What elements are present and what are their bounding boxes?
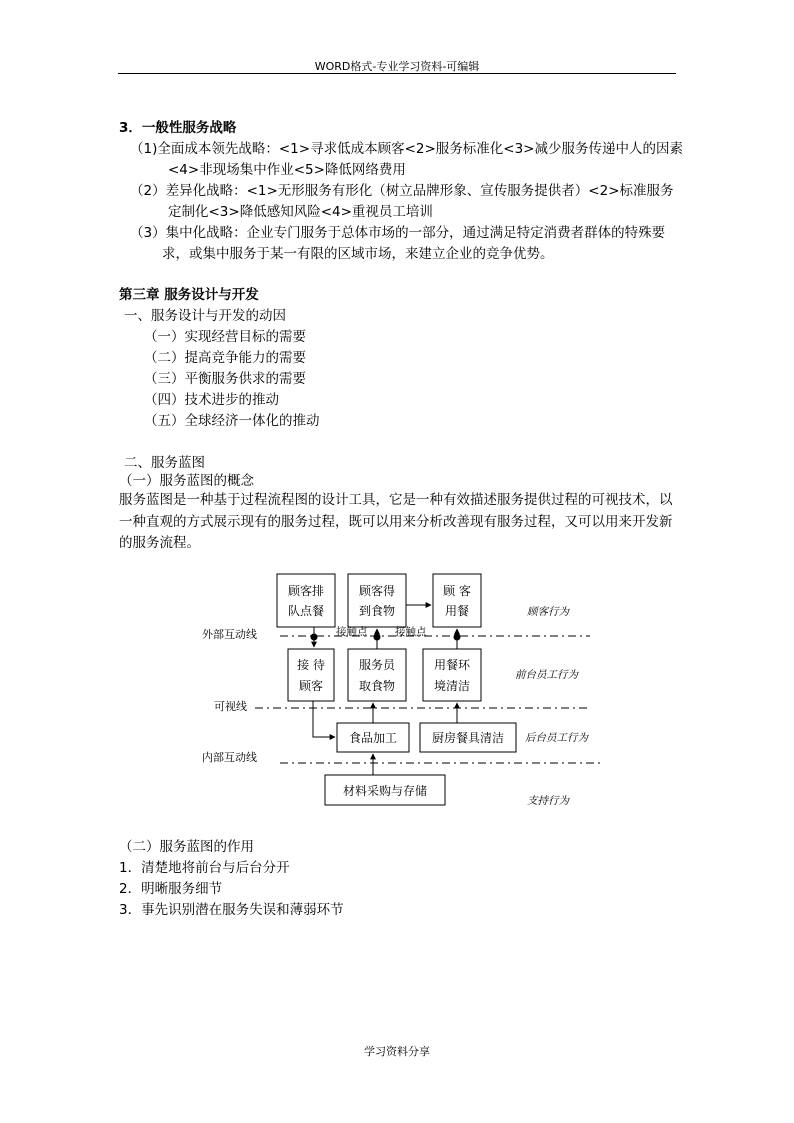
lane-front-label: 前台员工行为 (515, 669, 578, 681)
header-rule (118, 73, 676, 74)
box-front-reception (288, 649, 334, 701)
box-back-food-processing-label: 食品加工 (348, 731, 398, 745)
motive-item-4: （四）技术进步的推动 (144, 392, 279, 408)
part2-title: 二、服务蓝图 (124, 455, 205, 471)
arrow-reception-processing (313, 701, 335, 737)
box-support-procurement-label: 材料采购与存储 (342, 784, 428, 798)
role-title: （二）服务蓝图的作用 (119, 839, 254, 855)
box-front-waiter-l1: 服务员 (358, 658, 396, 672)
contact-point-label-1: 接触点 (336, 626, 368, 638)
box-back-dish-cleaning-label: 厨房餐具清洁 (431, 731, 505, 745)
box-front-cleaning-l1: 用餐环 (433, 658, 471, 672)
box-customer-dine-l2: 用餐 (444, 604, 470, 618)
box-front-cleaning (423, 649, 481, 701)
strategy-cost-line1: （1)全面成本领先战略：<1>寻求低成本顾客<2>服务标准化<3>减少服务传递中人的因素 (130, 141, 683, 157)
strategy-diff-line2: 定制化<3>降低感知风险<4>重视员工培训 (168, 204, 433, 220)
external-line-label: 外部互动线 (202, 628, 257, 641)
motive-item-2: （二）提高竞争能力的需要 (144, 350, 306, 366)
motive-item-5: （五）全球经济一体化的推动 (144, 413, 320, 429)
strategy-cost-line2: <4>非现场集中作业<5>降低网络费用 (168, 162, 406, 178)
concept-title: （一）服务蓝图的概念 (119, 473, 254, 489)
lane-support-label: 支持行为 (527, 795, 569, 807)
section-3-title: 3．一般性服务战略 (119, 120, 237, 136)
contact-point-label-2: 接触点 (395, 626, 427, 638)
contact-dot-1 (311, 634, 318, 641)
box-front-waiter (348, 649, 406, 701)
motive-item-1: （一）实现经营目标的需要 (144, 329, 306, 345)
service-blueprint-diagram (180, 565, 640, 820)
lane-back-label: 后台员工行为 (525, 732, 588, 744)
page-footer: 学习资料分享 (364, 1045, 430, 1058)
box-customer-get-food-l1: 顾客得 (358, 584, 396, 598)
chapter-title: 第三章 服务设计与开发 (119, 287, 259, 303)
box-customer-queue-l1: 顾客排 (287, 584, 325, 598)
box-front-reception-l2: 顾客 (298, 679, 324, 693)
lane-customer-label: 顾客行为 (527, 606, 569, 618)
page-header: WORD格式-专业学习资料-可编辑 (314, 60, 480, 73)
box-customer-dine (433, 574, 481, 627)
role-item-2: 2．明晰服务细节 (119, 881, 223, 897)
box-front-reception-l1: 接 待 (297, 658, 325, 672)
box-front-waiter-l2: 取食物 (358, 679, 396, 693)
visibility-line-label: 可视线 (214, 700, 247, 713)
internal-line-label: 内部互动线 (202, 751, 257, 764)
box-customer-queue (277, 574, 335, 627)
box-customer-get-food (348, 574, 406, 627)
strategy-focus-line1: （3）集中化战略：企业专门服务于总体市场的一部分，通过满足特定消费者群体的特殊要 (130, 225, 666, 241)
concept-paragraph: 服务蓝图是一种基于过程流程图的设计工具，它是一种有效描述服务提供过程的可视技术，以一种直观的方式展示现有的服务过程，既可以用来分析改善现有服务过程，又可以用来开发新的服务流程。 (119, 492, 673, 551)
box-customer-get-food-l2: 到食物 (358, 604, 396, 618)
motive-item-3: （三）平衡服务供求的需要 (144, 371, 306, 387)
part1-title: 一、服务设计与开发的动因 (124, 308, 286, 324)
role-item-1: 1．清楚地将前台与后台分开 (119, 860, 290, 876)
contact-dot-3 (454, 634, 461, 641)
strategy-focus-line2: 求，或集中服务于某一有限的区域市场，来建立企业的竞争优势。 (162, 246, 554, 262)
contact-dot-2 (374, 634, 381, 641)
strategy-diff-line1: （2）差异化战略：<1>无形服务有形化（树立品牌形象、宣传服务提供者）<2>标准服务 (130, 183, 674, 199)
box-front-cleaning-l2: 境清洁 (433, 679, 471, 693)
role-item-3: 3．事先识别潜在服务失误和薄弱环节 (119, 902, 344, 918)
box-customer-dine-l1: 顾 客 (443, 584, 471, 598)
box-customer-queue-l2: 队点餐 (287, 604, 325, 618)
